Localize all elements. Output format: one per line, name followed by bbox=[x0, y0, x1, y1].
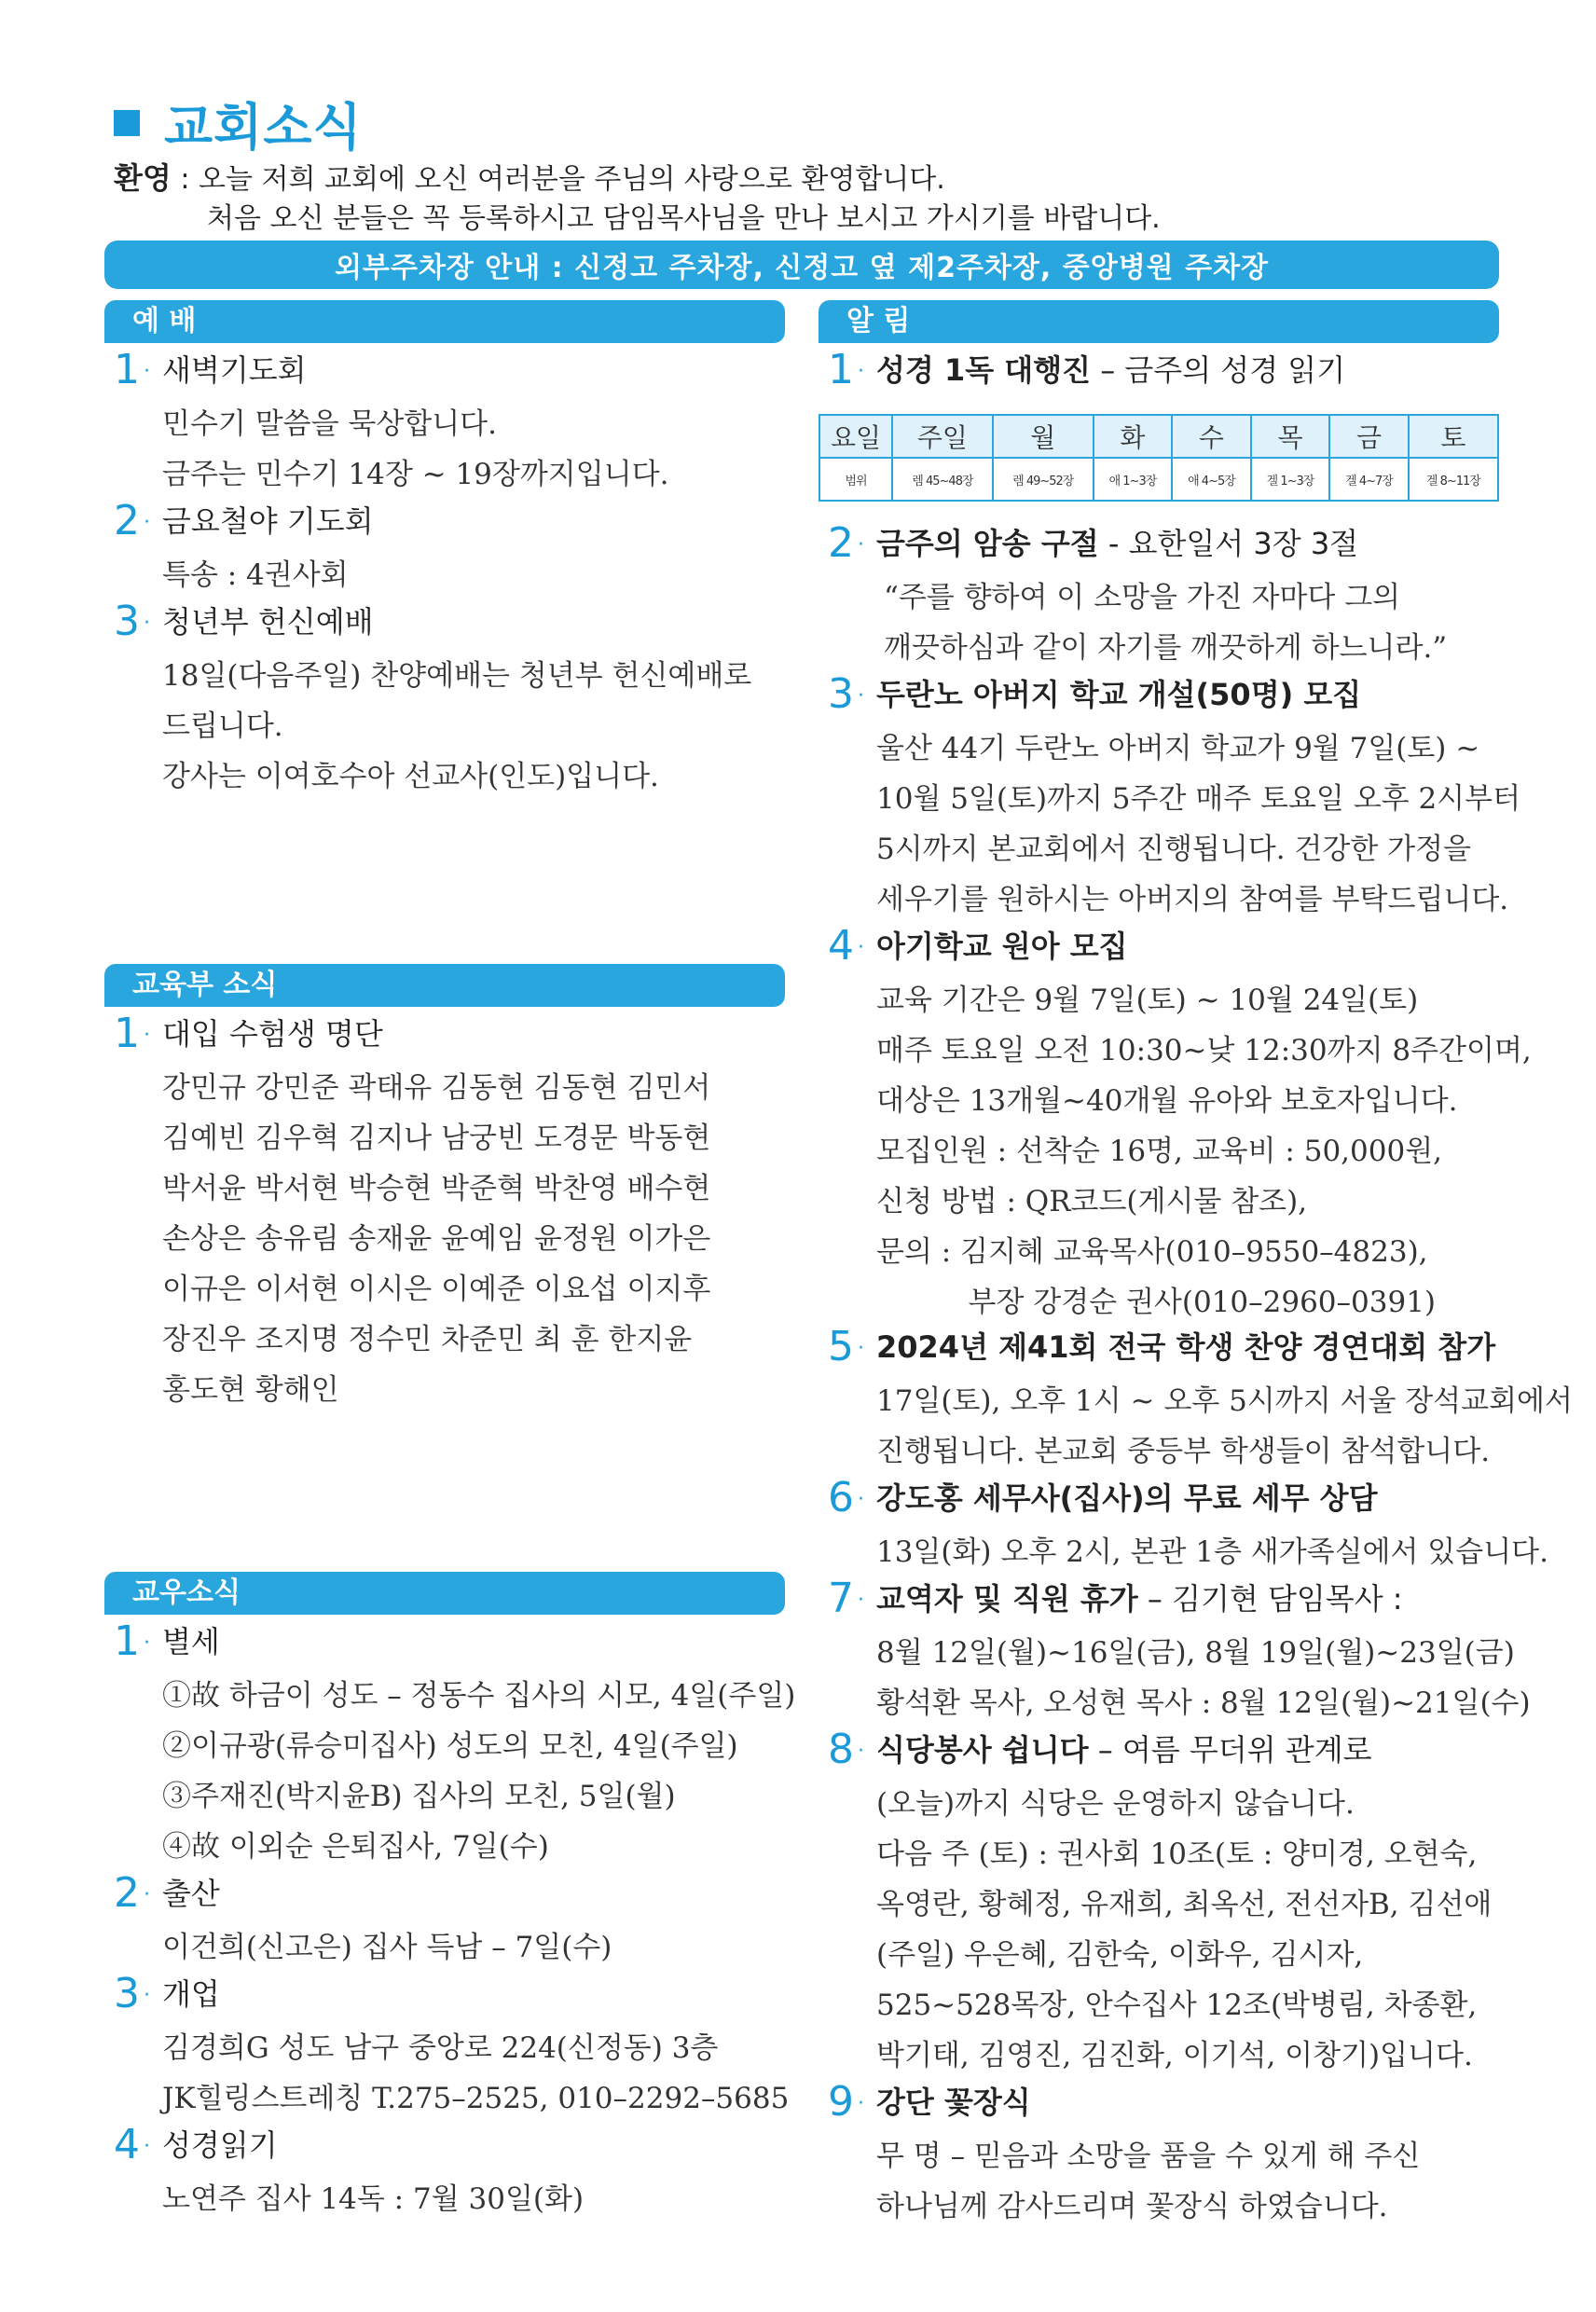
item-title: 강도홍 세무사(집사)의 무료 세무 상담 bbox=[876, 1480, 1378, 1516]
welcome-line-2: 처음 오신 분들은 꼭 등록하시고 담임목사님을 만나 보시고 가시기를 바랍니다. bbox=[207, 202, 1161, 235]
text-line: 하나님께 감사드리며 꽃장식 하였습니다. bbox=[876, 2190, 1388, 2223]
section-worship-heading: 예 배 bbox=[104, 300, 785, 343]
table-cell: 애 1~3장 bbox=[1094, 458, 1173, 501]
table-cell: 요일 bbox=[819, 415, 892, 458]
parking-banner: 외부주차장 안내 : 신정고 주차장, 신정고 옆 제2주차장, 중앙병원 주차장 bbox=[104, 241, 1499, 289]
item-number: 2 · bbox=[114, 497, 150, 544]
table-cell: 애 4~5장 bbox=[1172, 458, 1251, 501]
text-line: 진행됩니다. 본교회 중등부 학생들이 참석합니다. bbox=[876, 1435, 1491, 1468]
text-line: 노연주 집사 14독 : 7월 30일(화) bbox=[162, 2182, 585, 2216]
item-title: 성경읽기 bbox=[162, 2127, 278, 2163]
bible-reading-table bbox=[819, 414, 1499, 502]
text-line: 매주 토요일 오전 10:30~낮 12:30까지 8주간이며, bbox=[876, 1034, 1532, 1067]
item-number: 7 · bbox=[828, 1575, 864, 1622]
text-line: 다음 주 (토) : 권사회 10조(토 : 양미경, 오현숙, bbox=[876, 1837, 1478, 1871]
welcome-message bbox=[114, 158, 1493, 239]
table-cell: 겔 4~7장 bbox=[1329, 458, 1409, 501]
item-title: 아기학교 원아 모집 bbox=[876, 929, 1128, 964]
text-line: 모집인원 : 선착순 16명, 교육비 : 50,000원, bbox=[876, 1135, 1442, 1168]
section-education-heading: 교육부 소식 bbox=[104, 964, 785, 1007]
item-title: 대입 수험생 명단 bbox=[162, 1016, 383, 1052]
student-names-line: 김예빈 김우혁 김지나 남궁빈 도경문 박동현 bbox=[162, 1122, 711, 1155]
text-line: 드립니다. bbox=[162, 709, 283, 743]
section-members-heading: 교우소식 bbox=[104, 1572, 785, 1615]
table-cell: 겔 1~3장 bbox=[1251, 458, 1330, 501]
item-title: 두란노 아버지 학교 개설(50명) 모집 bbox=[876, 677, 1362, 712]
table-cell: 겔 8~11장 bbox=[1409, 458, 1498, 501]
page-title bbox=[114, 86, 363, 160]
table-cell: 렘 45~48장 bbox=[892, 458, 993, 501]
text-line: ④故 이외순 은퇴집사, 7일(수) bbox=[162, 1830, 549, 1864]
text-line: 문의 : 김지혜 교육목사(010–9550–4823), bbox=[876, 1235, 1428, 1269]
item-title: 2024년 제41회 전국 학생 찬양 경연대회 참가 bbox=[876, 1329, 1496, 1365]
text-line: 민수기 말씀을 묵상합니다. bbox=[162, 407, 497, 441]
table-cell: 월 bbox=[993, 415, 1094, 458]
text-line: 8월 12일(월)~16일(금), 8월 19일(월)~23일(금) bbox=[876, 1636, 1515, 1670]
title-square-icon bbox=[114, 110, 140, 136]
text-line: 깨끗하심과 같이 자기를 깨끗하게 하느니라.” bbox=[884, 631, 1448, 665]
item-number: 1 · bbox=[828, 346, 864, 393]
table-row-range bbox=[819, 458, 1498, 501]
item-number: 4 · bbox=[828, 922, 864, 970]
text-line: JK힐링스트레칭 T.275–2525, 010–2292–5685 bbox=[162, 2082, 790, 2115]
text-line: 김경희G 성도 남구 중앙로 224(신정동) 3층 bbox=[162, 2031, 719, 2065]
item-number: 3 · bbox=[828, 670, 864, 718]
item-number: 1 · bbox=[114, 1010, 150, 1057]
item-title: 별세 bbox=[162, 1624, 220, 1659]
table-cell: 토 bbox=[1409, 415, 1498, 458]
item-title: 금요철야 기도회 bbox=[162, 503, 374, 539]
text-line: 박기태, 김영진, 김진화, 이기석, 이창기)입니다. bbox=[876, 2039, 1473, 2072]
welcome-label: 환영 bbox=[114, 160, 172, 196]
item-number: 8 · bbox=[828, 1726, 864, 1773]
table-cell: 화 bbox=[1094, 415, 1173, 458]
item-number: 1 · bbox=[114, 1617, 150, 1665]
table-row-days bbox=[819, 415, 1498, 458]
table-cell: 수 bbox=[1172, 415, 1251, 458]
student-names-line: 손상은 송유림 송재윤 윤예임 윤정원 이가은 bbox=[162, 1222, 711, 1256]
text-line: 17일(토), 오후 1시 ~ 오후 5시까지 서울 장석교회에서 bbox=[876, 1384, 1573, 1418]
text-line: 강사는 이여호수아 선교사(인도)입니다. bbox=[162, 760, 659, 793]
text-line: 13일(화) 오후 2시, 본관 1층 새가족실에서 있습니다. bbox=[876, 1535, 1548, 1569]
student-names-line: 강민규 강민준 곽태유 김동현 김동현 김민서 bbox=[162, 1071, 711, 1105]
item-title: 개업 bbox=[162, 1976, 220, 2012]
text-line: “주를 향하여 이 소망을 가진 자마다 그의 bbox=[884, 581, 1401, 614]
text-line: 이건희(신고은) 집사 득남 – 7일(수) bbox=[162, 1931, 612, 1964]
student-names-line: 박서윤 박서현 박승현 박준혁 박찬영 배수현 bbox=[162, 1172, 711, 1205]
text-line: (오늘)까지 식당은 운영하지 않습니다. bbox=[876, 1787, 1355, 1821]
item-number: 5 · bbox=[828, 1323, 864, 1370]
item-title: 성경 1독 대행진 – 금주의 성경 읽기 bbox=[876, 352, 1346, 388]
table-cell: 금 bbox=[1329, 415, 1409, 458]
item-title: 새벽기도회 bbox=[162, 352, 307, 388]
item-number: 2 · bbox=[114, 1869, 150, 1917]
text-line: 10월 5일(토)까지 5주간 매주 토요일 오후 2시부터 bbox=[876, 782, 1521, 816]
item-title: 청년부 헌신예배 bbox=[162, 604, 374, 640]
welcome-line-1: : 오늘 저희 교회에 오신 여러분을 주님의 사랑으로 환영합니다. bbox=[171, 163, 945, 196]
table-cell: 목 bbox=[1251, 415, 1330, 458]
item-title: 강단 꽃장식 bbox=[876, 2085, 1031, 2120]
item-number: 2 · bbox=[828, 519, 864, 567]
table-cell: 범위 bbox=[819, 458, 892, 501]
text-line: 금주는 민수기 14장 ~ 19장까지입니다. bbox=[162, 458, 669, 491]
text-line: 특송 : 4권사회 bbox=[162, 558, 349, 592]
text-line: 황석환 목사, 오성현 목사 : 8월 12일(월)~21일(수) bbox=[876, 1686, 1531, 1720]
item-number: 6 · bbox=[828, 1474, 864, 1521]
item-title: 식당봉사 쉽니다 – 여름 무더위 관계로 bbox=[876, 1732, 1372, 1768]
item-title: 교역자 및 직원 휴가 – 김기현 담임목사 : bbox=[876, 1581, 1403, 1617]
table-cell: 주일 bbox=[892, 415, 993, 458]
text-line: 18일(다음주일) 찬양예배는 청년부 헌신예배로 bbox=[162, 659, 752, 693]
text-line: ②이규광(류승미집사) 성도의 모친, 4일(주일) bbox=[162, 1729, 738, 1763]
item-number: 3 · bbox=[114, 598, 150, 645]
text-line: 무 명 – 믿음과 소망을 품을 수 있게 해 주신 bbox=[876, 2140, 1421, 2173]
title-text: 교회소식 bbox=[164, 97, 363, 157]
text-line: 대상은 13개월~40개월 유아와 보호자입니다. bbox=[876, 1084, 1458, 1118]
text-line: ③주재진(박지윤B) 집사의 모친, 5일(월) bbox=[162, 1780, 676, 1813]
text-line: 신청 방법 : QR코드(게시물 참조), bbox=[876, 1185, 1308, 1218]
student-names-line: 홍도현 황해인 bbox=[162, 1373, 339, 1407]
text-line: 교육 기간은 9월 7일(토) ~ 10월 24일(토) bbox=[876, 984, 1419, 1017]
text-line: 525~528목장, 안수집사 12조(박병림, 차종환, bbox=[876, 1989, 1478, 2022]
text-line: 세우기를 원하시는 아버지의 참여를 부탁드립니다. bbox=[876, 883, 1509, 916]
text-line: 부장 강경순 권사(010–2960–0391) bbox=[876, 1286, 1437, 1319]
item-title: 금주의 암송 구절 - 요한일서 3장 3절 bbox=[876, 526, 1359, 561]
item-number: 4 · bbox=[114, 2121, 150, 2168]
item-number: 9 · bbox=[828, 2078, 864, 2126]
text-line: 5시까지 본교회에서 진행됩니다. 건강한 가정을 bbox=[876, 833, 1471, 866]
text-line: 울산 44기 두란노 아버지 학교가 9월 7일(토) ~ bbox=[876, 732, 1480, 765]
text-line: (주일) 우은혜, 김한숙, 이화우, 김시자, bbox=[876, 1938, 1364, 1972]
section-notices-heading: 알 림 bbox=[819, 300, 1499, 343]
text-line: 옥영란, 황혜정, 유재희, 최옥선, 전선자B, 김선애 bbox=[876, 1888, 1493, 1921]
item-number: 3 · bbox=[114, 1970, 150, 2017]
item-title: 출산 bbox=[162, 1876, 220, 1911]
text-line: ①故 하금이 성도 – 정동수 집사의 시모, 4일(주일) bbox=[162, 1679, 796, 1713]
student-names-line: 장진우 조지명 정수민 차준민 최 훈 한지윤 bbox=[162, 1323, 693, 1356]
student-names-line: 이규은 이서현 이시은 이예준 이요섭 이지후 bbox=[162, 1273, 711, 1306]
item-number: 1 · bbox=[114, 346, 150, 393]
table-cell: 렘 49~52장 bbox=[993, 458, 1094, 501]
